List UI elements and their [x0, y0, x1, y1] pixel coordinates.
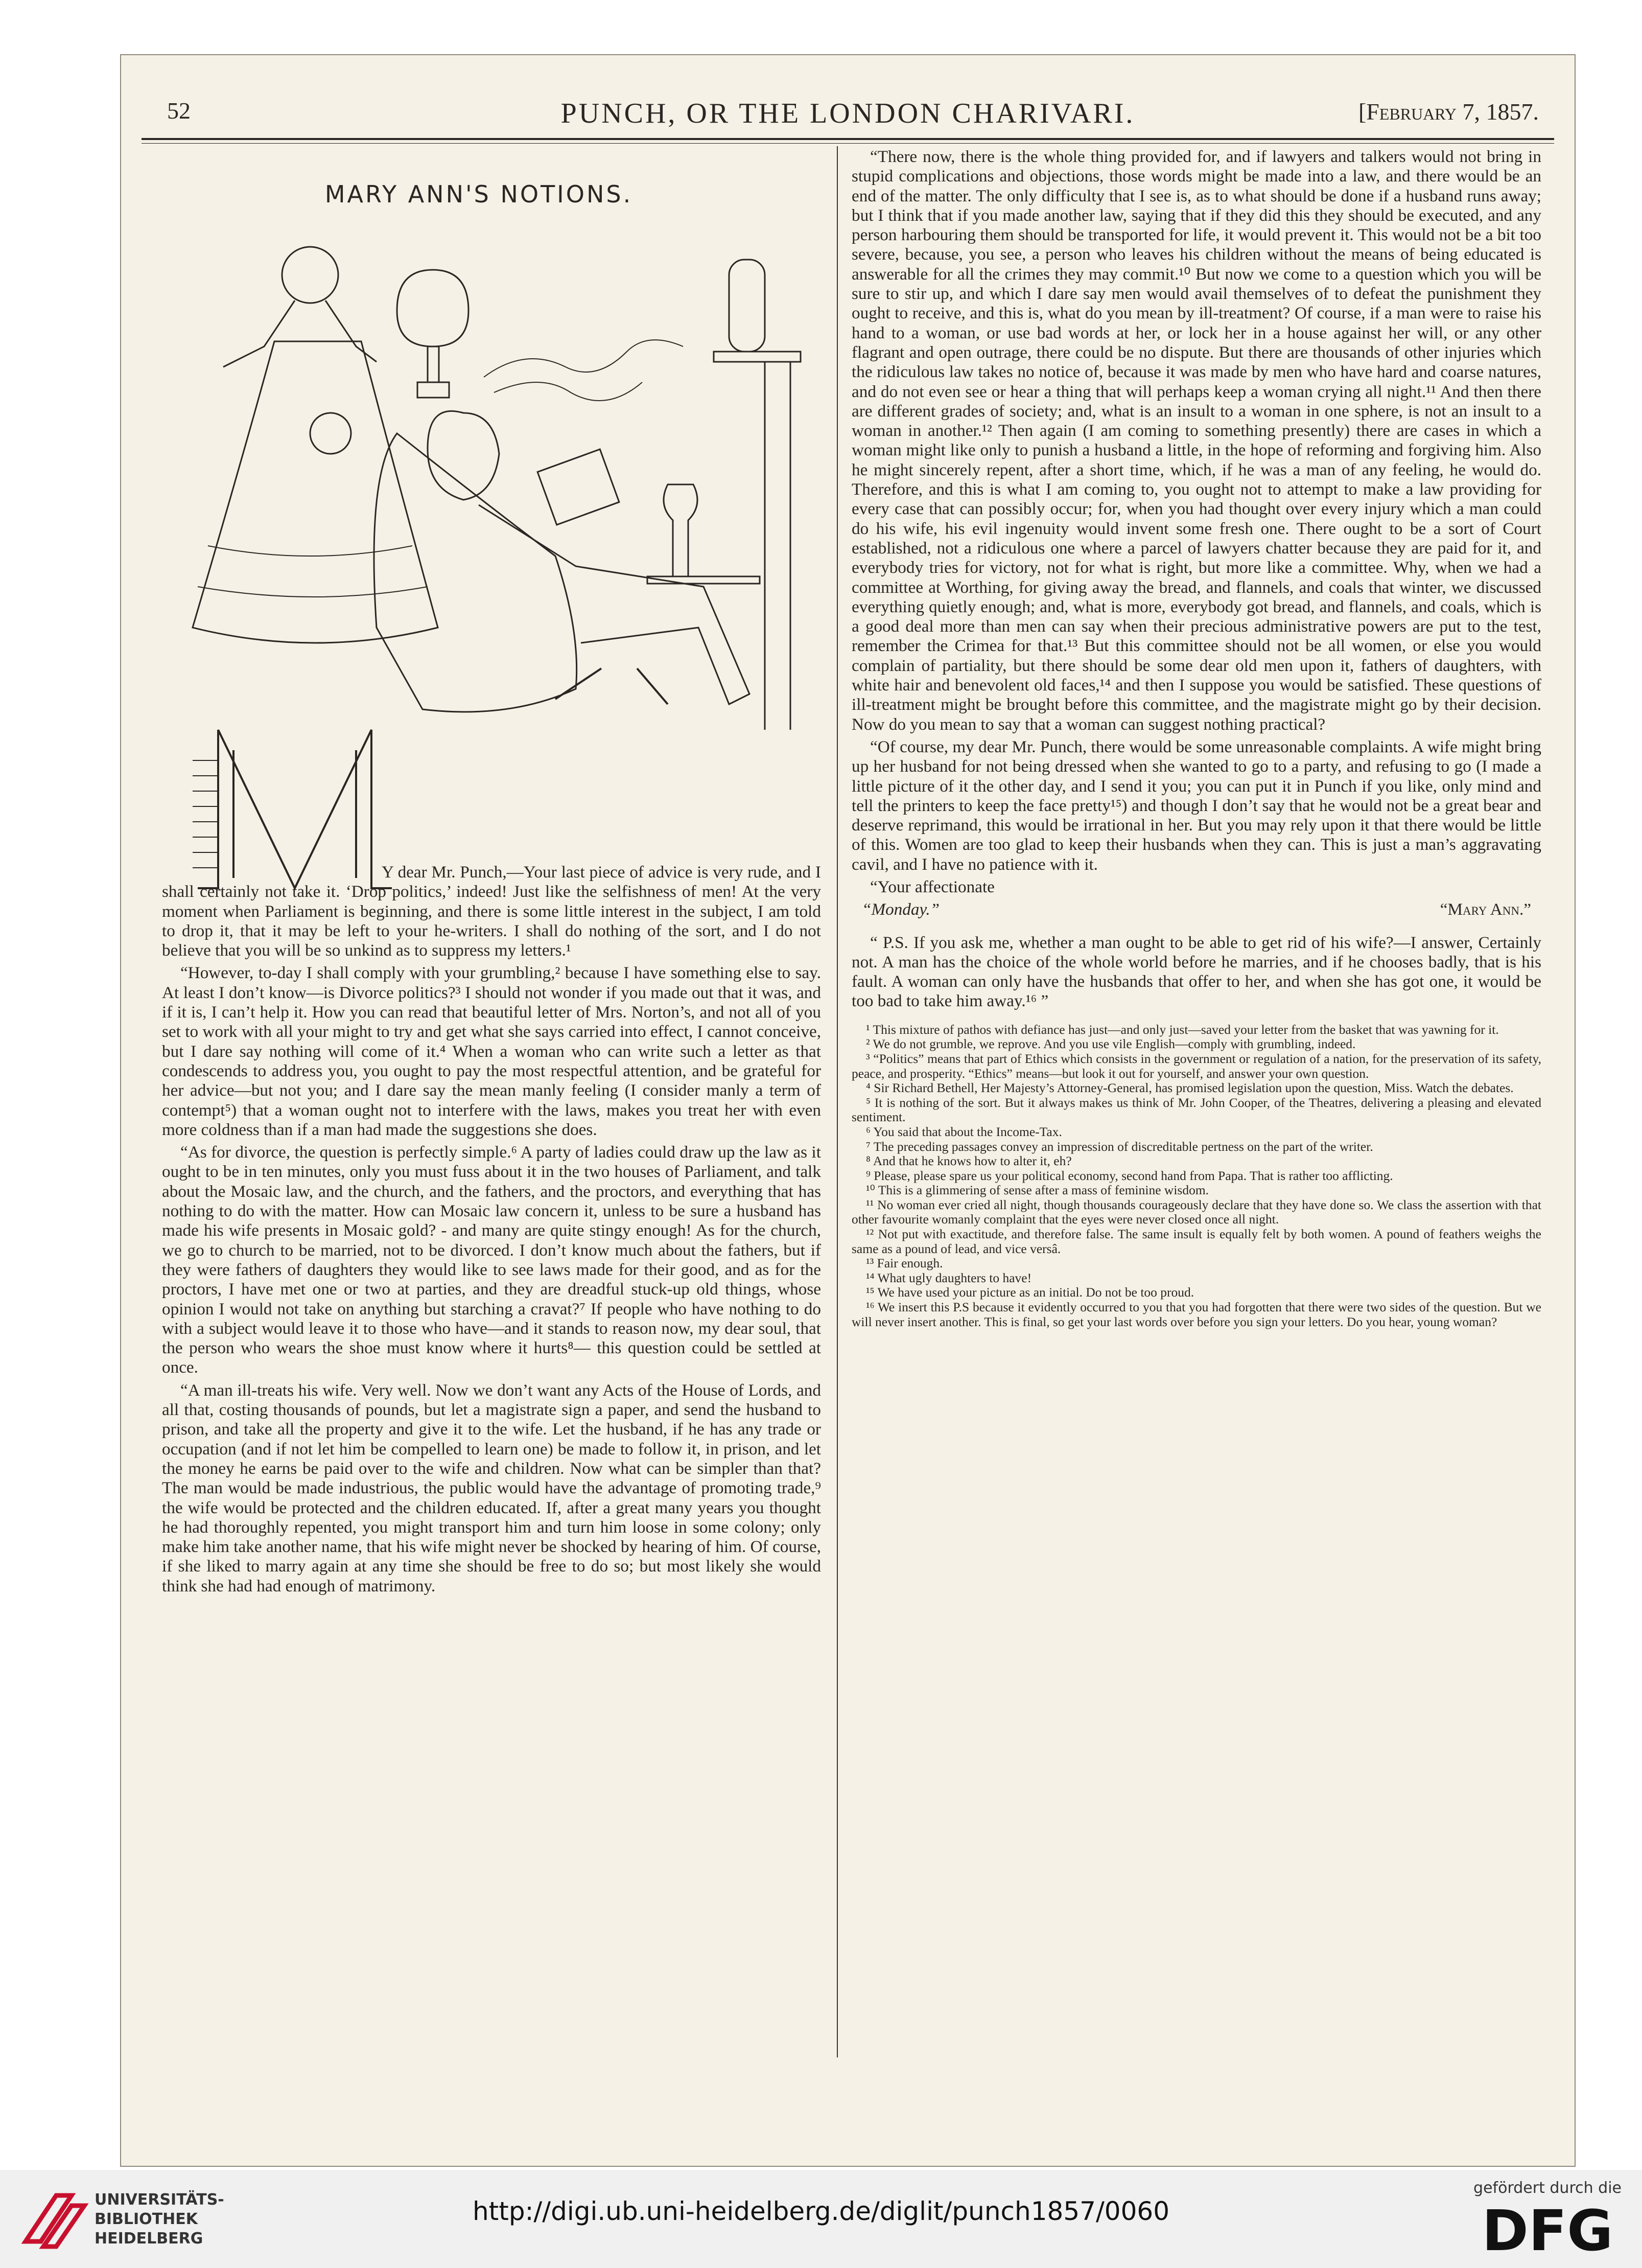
footnote: ⁹ Please, please spare us your political economy, second hand from Papa. That is rather too afflicting. [866, 1168, 1393, 1183]
postscript: “ P.S. If you ask me, whether a man ought to be able to get rid of his wife?—I answer, Certainly not. A man has the choice of the whole world before he marries, and if he chooses badly, that is his fault. A woman can only have the husbands that offer to her, and when she has got one, it would be too bad to take him away.¹⁶ ” [852, 933, 1541, 1011]
newspaper-page [120, 54, 1576, 2167]
sign-name: “Mary Ann.” [1440, 900, 1531, 919]
funding-label: gefördert durch die [1473, 2179, 1622, 2197]
page-number: 52 [167, 98, 191, 124]
paragraph: “A man ill-treats his wife. Very well. Now we don’t want any Acts of the House of Lords, and all that, costing thousands of pounds, but let a magistrate sign a paper, and send the husband to prison, and take all the property and give it to the wife. Let the husband, if he has any trade or occupation (and if not let him be compelled to learn one) be made to follow it, in prison, and let the money he earns be paid over to the wife and children. Now what can be simpler than that? The man would be made industrious, the public would have the advantage of promoting trade,⁹ the wife would be protected and the children educated. If, after a great many years you thought he had thoroughly repented, you might transport him and turn him loose in some colony; only make him take another name, that his wife might never be shocked by hearing of him. Of course, if she liked to marry again at any time she should be free to do so; but most likely she would think she had had enough of matrimony. [162, 1380, 821, 1595]
paragraph: “Of course, my dear Mr. Punch, there would be some unreasonable complaints. A wife might bring up her husband for not being dressed when she wanted to go to a party, and refusing to go (I made a little picture of it the other day, and I send it you; you can put it in Punch if you like, only mind and tell the printers to keep the face pretty¹⁵) and though I don’t say that he would not be a great bear and deserve reprimand, this would be irrational in her. But you may rely upon it that there would be little of this. Women are too glad to keep their husbands when they can. This is just a man’s aggravating cavil, and I have no patience with it. [852, 737, 1541, 874]
footnote: ¹⁵ We have used your picture as an initial. Do not be too proud. [866, 1285, 1194, 1300]
signoff: “Your affectionate [870, 877, 995, 896]
masthead [121, 97, 1575, 143]
paragraph: Y dear Mr. Punch,—Your last piece of advice is very rude, and I shall certainly not take it. ‘Drop politics,’ indeed! Just like the selfishness of men! At the very moment when Parliament is beginning, and there is some little interest in the subject, I am told to drop it, that it may be left to your he-writers. I shall do nothing of the sort, and I do not believe that you will be so unkind as to suppress my letters.¹ [162, 863, 821, 960]
footnote: ¹⁴ What ugly daughters to have! [866, 1270, 1032, 1285]
footnotes [852, 1023, 1541, 1329]
footnote: ¹³ Fair enough. [866, 1256, 943, 1271]
footnote: ⁵ It is nothing of the sort. But it always makes us think of Mr. John Cooper, of the Theatres, delivering a pleasing and elevated sentiment. [852, 1095, 1541, 1125]
issue-date: [February 7, 1857. [1358, 99, 1539, 125]
article-title: MARY ANN'S NOTIONS. [324, 180, 633, 208]
footnote: ¹ This mixture of pathos with defiance has just—and only just—saved your letter from the basket that was yawning for it. [866, 1022, 1499, 1037]
paragraph: “There now, there is the whole thing provided for, and if lawyers and talkers would not bring in stupid complications and objections, those words might be made into a law, and there would be an end of the matter. The only difficulty that I see is, as to what should be done if a husband runs away; but I think that if you made another law, saying that if they did this they should be executed, and any person harbouring them should be transported for life, it would prevent it. This would not be a bit too severe, because, you see, a person who leaves his children without the means of being educated is answerable for all the crimes they may commit.¹⁰ But now we come to a question which you will be sure to stir up, and which I dare say men would avail themselves of to defeat the punishment they ought to receive, and this is, what do you mean by ill-treatment? Of course, if a man were to raise his hand to a woman, or use bad words at her, or lock her in a house against her will, or any other flagrant and open outrage, there could be no dispute. But there are thousands of other injuries which the ridiculous law takes no notice of, because it was made by men who have hard and coarse natures, and do not even see or hear a thing that will perhaps keep a woman crying all night.¹¹ And then there are different grades of society; and, what is an insult to a woman in one sphere, is not an insult to a woman in another.¹² Then again (I am coming to something presently) there are cases in which a woman might like only to punish a husband a little, in the hope of reforming and forgiving him. Also he might sincerely repent, after a short time, which, if he was a man of any feeling, he would do. Therefore, and this is what I am coming to, you ought not to attempt to make a law providing for every case that can possibly occur; for, when you had thought over every injury which a man could do his wife, his evil ingenuity would invent some fresh one. There ought to be a sort of Court established, not a ridiculous one where a parcel of lawyers chatter because they are paid for it, and everybody tries for victory, not for what is right, but more like a committee. Why, when we had a committee at Worthing, for giving away the bread, and flannels, and coals that winter, we discussed everything quietly enough; and, what is more, everybody got bread, and flannels, and coals, which is a good deal more than men can say when their precious administrative powers are put to the test, remember the Crimea for that.¹³ But this committee should not be all women, or else you would complain of partiality, but there should be some dear old men upon it, fathers of daughters, with white hair and benevolent old faces,¹⁴ and then I suppose you would be satisfied. These questions of ill-treatment might be brought before this committee, and the magistrate might go by their decision. Now do you mean to say that a woman can suggest nothing practical? [852, 147, 1541, 734]
paragraph: “However, to-day I shall comply with your grumbling,² because I have something else to say. At least I don’t know—is Divorce politics?³ I should not wonder if you made out that it was, and if it is, I can’t help it. How you can read that beautiful letter of Mrs. Norton’s, and not all of you set to work with all your might to try and get what she says carried into effect, I cannot conceive, but I dare say nothing will come of it.⁴ When a woman who can write such a letter as that condescends to address you, you ought to pay the most respectful attention, and be grateful for her advice—but not you; and I dare say the mean manly feeling (I consider manly a term of contempt⁵) that a woman ought not to interfere with the laws, makes you treat her with even more coldness than if a man had made the suggestions she does. [162, 963, 821, 1139]
signature-line [852, 900, 1541, 919]
footnote: ⁴ Sir Richard Bethell, Her Majesty’s Attorney-General, has promised legislation upon the question, Miss. Watch the debates. [866, 1080, 1514, 1096]
right-column [852, 147, 1541, 1329]
footnote: ³ “Politics” means that part of Ethics which consists in the government or regulation of a nation, for the preservation of its safety, peace, and prosperity. “Ethics” means—but look it out for yourself, and answer your own question. [852, 1051, 1541, 1081]
footnote: ⁶ You said that about the Income-Tax. [866, 1124, 1062, 1139]
footnote: ¹² Not put with exactitude, and therefore false. The same insult is equally felt by both women. A pound of feathers weighs the same as a pound of lead, and vice versâ. [852, 1226, 1541, 1256]
footnote: ¹⁶ We insert this P.S because it evidently occurred to you that you had forgotten that there were two sides of the question. But we will never insert another. This is final, so get your last words over before you sign your letters. Do you hear, young woman? [852, 1300, 1541, 1329]
sign-day: “Monday.” [862, 900, 940, 919]
footnote: ¹⁰ This is a glimmering of sense after a mass of feminine wisdom. [866, 1183, 1209, 1198]
column-divider [837, 146, 838, 2057]
masthead-title: PUNCH, OR THE LONDON CHARIVARI. [560, 98, 1135, 129]
footnote: ⁸ And that he knows how to alter it, eh? [866, 1153, 1072, 1169]
paragraph: “As for divorce, the question is perfectly simple.⁶ A party of ladies could draw up the law as it ought to be in ten minutes, only you must fuss about it in the two houses of Parliament, and talk about the Mosaic law, and the church, and the fathers, and the proctors, and everything that has nothing to do with the matter. How can Mosaic law concern it, unless to be sure a husband has made his wife presents in Mosaic gold? - and many are quite stingy enough! As for the church, we go to church to be married, not to be divorced. I don’t know much about the fathers, but if they were fathers of daughters they would like to see laws made for their good, and as for the proctors, I have met one or two at parties, and they are dreadful stuck-up old things, whose opinion I would not take on anything but starching a cravat?⁷ If people who have nothing to do with a subject would leave it to those who have—and it stands to reason now, my dear soul, that the person who wears the shoe must know where it hurts⁸— this question could be settled at once. [162, 1143, 821, 1377]
institution-name: UNIVERSITÄTS- BIBLIOTHEK HEIDELBERG [95, 2191, 224, 2248]
viewer-footer [0, 2170, 1642, 2268]
masthead-rule-thin [142, 143, 1554, 144]
masthead-rule [142, 138, 1554, 140]
document-url-link[interactable]: http://digi.ub.uni-heidelberg.de/diglit/punch1857/0060 [472, 2196, 1170, 2226]
footnote: ² We do not grumble, we reprove. And you use vile English—comply with grumbling, indeed. [866, 1036, 1356, 1052]
dfg-logo-icon [1473, 2202, 1622, 2258]
dfg-logo-text: DFG [1482, 2202, 1613, 2258]
footnote: ⁷ The preceding passages convey an impression of discreditable pertness on the part of the writer. [866, 1139, 1373, 1154]
left-column [162, 863, 821, 1599]
illustration-initial-m [177, 219, 816, 893]
footnote: ¹¹ No woman ever cried all night, though thousands courageously declare that they have done so. We class the assertion with that other favourite womanly complaint that the eyes were never closed once all night. [852, 1197, 1541, 1227]
